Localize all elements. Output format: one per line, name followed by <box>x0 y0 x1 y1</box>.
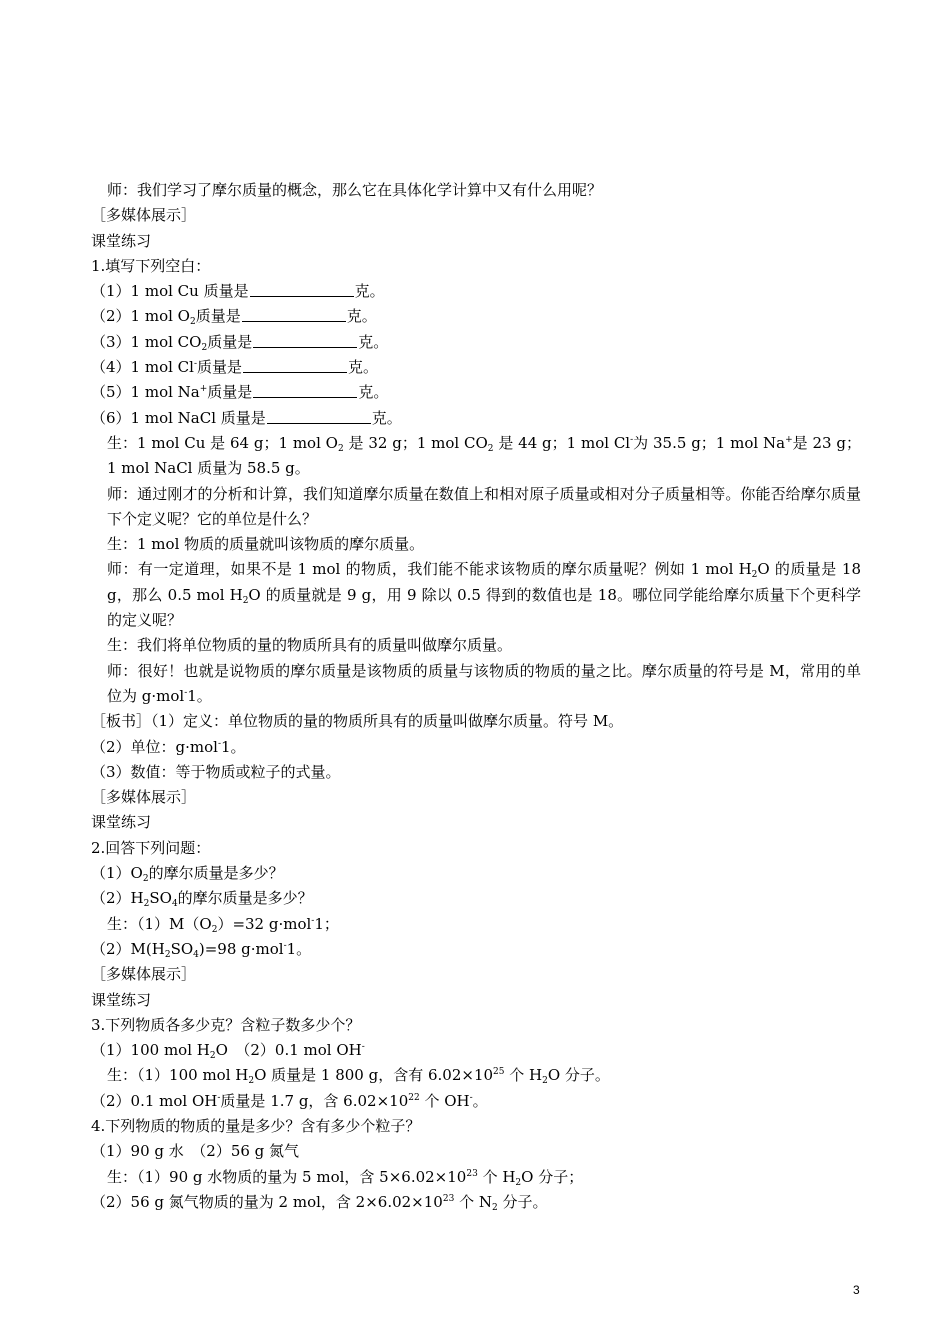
media-display-heading: ［多媒体展示］ <box>91 788 197 807</box>
classroom-exercise-heading: 课堂练习 <box>91 231 152 250</box>
teacher-line: 师：通过刚才的分析和计算，我们知道摩尔质量在数值上和相对原子质量或相对分子质量相等。你能否给摩尔质量下个定义呢？它的单位是什么？ <box>107 484 861 528</box>
student-answer: 生：我们将单位物质的量的物质所具有的质量叫做摩尔质量。 <box>107 636 513 655</box>
student-answer: （2）56 g 氮气物质的量为 2 mol，含 $2\times 6.02\times 10^{23}$ 个 $N_2$ 分子。 <box>91 1192 548 1213</box>
student-answer: $(2)M(H_2SO_4)=98$ g·mol-1。 <box>91 939 312 960</box>
student-answer: 生：$(1)M(O_2)=32$ g·mol-1； <box>107 914 339 935</box>
question-4: 4.下列物质的物质的量是多少？含有多少个粒子？ <box>91 1116 421 1135</box>
answer-blank <box>243 357 347 373</box>
student-answer: 生：1 mol 物质的质量就叫该物质的摩尔质量。 <box>107 535 425 554</box>
page-number: 3 <box>853 1283 860 1297</box>
question-1: 1.填写下列空白： <box>91 256 211 275</box>
fill-item: （5）1 mol Na+质量是 克。 <box>91 383 389 402</box>
answer-blank <box>250 281 354 297</box>
classroom-exercise-heading: 课堂练习 <box>91 990 152 1009</box>
fill-item: （3）1 mol $CO_2$质量是 克。 <box>91 332 389 353</box>
teacher-line: 师：很好！也就是说物质的摩尔质量是该物质的质量与该物质的物质的量之比。摩尔质量的符号是 M，常用的单位为 g·mol-1。 <box>107 661 861 705</box>
media-display-heading: ［多媒体展示］ <box>91 206 197 225</box>
page-body <box>91 178 861 1215</box>
student-answer: 生：1 mol Cu 是 64 g；1 mol $O_2$ 是 32 g；1 mol $CO_2$ 是 44 g；1 mol Cl-为 35.5 g；1 mol Na+是 23 g；1 mol NaCl 质量为 58.5 g。 <box>107 433 861 478</box>
media-display-heading: ［多媒体展示］ <box>91 965 197 984</box>
student-answer: 生：（1）90 g 水物质的量为 5 mol，含 $5\times 6.02\times 10^{23}$ 个 $H_2O$ 分子； <box>107 1167 584 1188</box>
teacher-line: 师：有一定道理，如果不是 1 mol 的物质，我们能不能求该物质的摩尔质量呢？例如 1 mol $H_2O$ 的质量是 18 g，那么 0.5 mol $H_2O$ 的质量就是 9 g，用 9 除以 0.5 得到的数值也是 18。哪位同学能给摩尔质量下个更科学的定义呢？ <box>107 560 861 630</box>
blackboard-note: （3）数值：等于物质或粒子的式量。 <box>91 762 341 781</box>
fill-item: （2）1 mol $O_2$质量是 克。 <box>91 307 377 328</box>
answer-blank <box>253 332 357 348</box>
fill-item: （4）1 mol Cl-质量是 克。 <box>91 358 379 377</box>
question-item: （1）100 mol $H_2O$ （2）0.1 mol OH- <box>91 1041 365 1062</box>
answer-blank <box>253 382 357 398</box>
blackboard-note: （2）单位：g·mol-1。 <box>91 737 246 756</box>
answer-blank <box>267 408 371 424</box>
answer-blank <box>242 306 346 322</box>
student-answer: 生：（1）100 mol $H_2O$ 质量是 1 800 g，含有 $6.02\times 10^{25}$ 个 $H_2O$ 分子。 <box>107 1066 610 1087</box>
question-item: $(2)H_2SO_4$的摩尔质量是多少？ <box>91 889 313 910</box>
classroom-exercise-heading: 课堂练习 <box>91 813 152 832</box>
teacher-line: 师：我们学习了摩尔质量的概念，那么它在具体化学计算中又有什么用呢？ <box>107 181 603 199</box>
blackboard-note: ［板书］（1）定义：单位物质的量的物质所具有的质量叫做摩尔质量。符号 M。 <box>91 712 624 731</box>
student-answer: （2）0.1 mol OH-质量是 1.7 g，含 $6.02\times 10^{22}$ 个 OH-。 <box>91 1091 488 1110</box>
fill-item: （1）1 mol Cu 质量是 克。 <box>91 282 385 301</box>
question-2: 2.回答下列问题： <box>91 838 211 857</box>
question-item: $(1)O_2$的摩尔质量是多少？ <box>91 864 284 885</box>
fill-item: （6）1 mol NaCl 质量是 克。 <box>91 408 402 427</box>
question-item: （1）90 g 水 （2）56 g 氮气 <box>91 1142 300 1161</box>
question-3: 3.下列物质各多少克？含粒子数多少个？ <box>91 1015 361 1034</box>
